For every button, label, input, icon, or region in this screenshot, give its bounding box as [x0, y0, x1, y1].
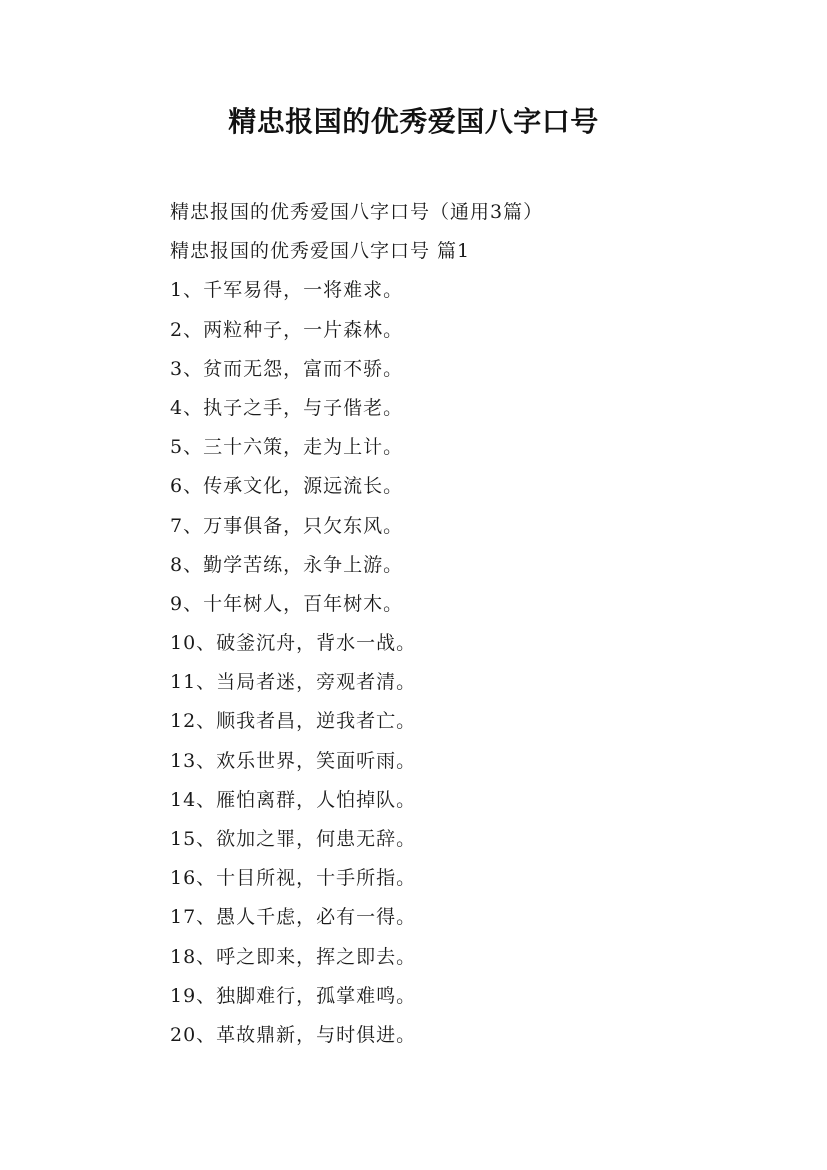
slogan-item: 13、欢乐世界，笑面听雨。 [170, 749, 417, 772]
slogan-item: 14、雁怕离群，人怕掉队。 [170, 788, 417, 811]
slogan-item: 5、三十六策，走为上计。 [170, 436, 404, 459]
slogan-item: 11、当局者迷，旁观者清。 [170, 671, 417, 694]
slogan-item: 4、执子之手，与子偕老。 [170, 396, 404, 419]
slogan-item: 3、贫而无怨，富而不骄。 [170, 357, 404, 380]
slogan-item: 9、十年树人，百年树木。 [170, 592, 404, 615]
slogan-item: 8、勤学苦练，永争上游。 [170, 553, 404, 576]
document-body [170, 193, 770, 1055]
section-heading: 精忠报国的优秀爱国八字口号 篇1 [170, 240, 471, 263]
slogan-item: 15、欲加之罪，何患无辞。 [170, 828, 417, 850]
slogan-item: 2、两粒种子，一片森林。 [170, 318, 404, 341]
slogan-item: 10、破釜沉舟，背水一战。 [170, 632, 417, 655]
slogan-item: 6、传承文化，源远流长。 [170, 475, 404, 498]
document-title: 精忠报国的优秀爱国八字口号 [228, 105, 599, 138]
slogan-item: 7、万事俱备，只欠东风。 [170, 514, 404, 537]
slogan-item: 18、呼之即来，挥之即去。 [170, 945, 417, 968]
intro-line: 精忠报国的优秀爱国八字口号（通用3篇） [170, 201, 544, 223]
slogan-item: 16、十目所视，十手所指。 [170, 867, 417, 890]
slogan-item: 12、顺我者昌，逆我者亡。 [170, 710, 417, 733]
slogan-item: 19、独脚难行，孤掌难鸣。 [170, 984, 417, 1007]
slogan-item: 20、革故鼎新，与时俱进。 [170, 1023, 417, 1046]
slogan-item: 1、千军易得，一将难求。 [170, 279, 404, 302]
slogan-item: 17、愚人千虑，必有一得。 [170, 906, 417, 929]
